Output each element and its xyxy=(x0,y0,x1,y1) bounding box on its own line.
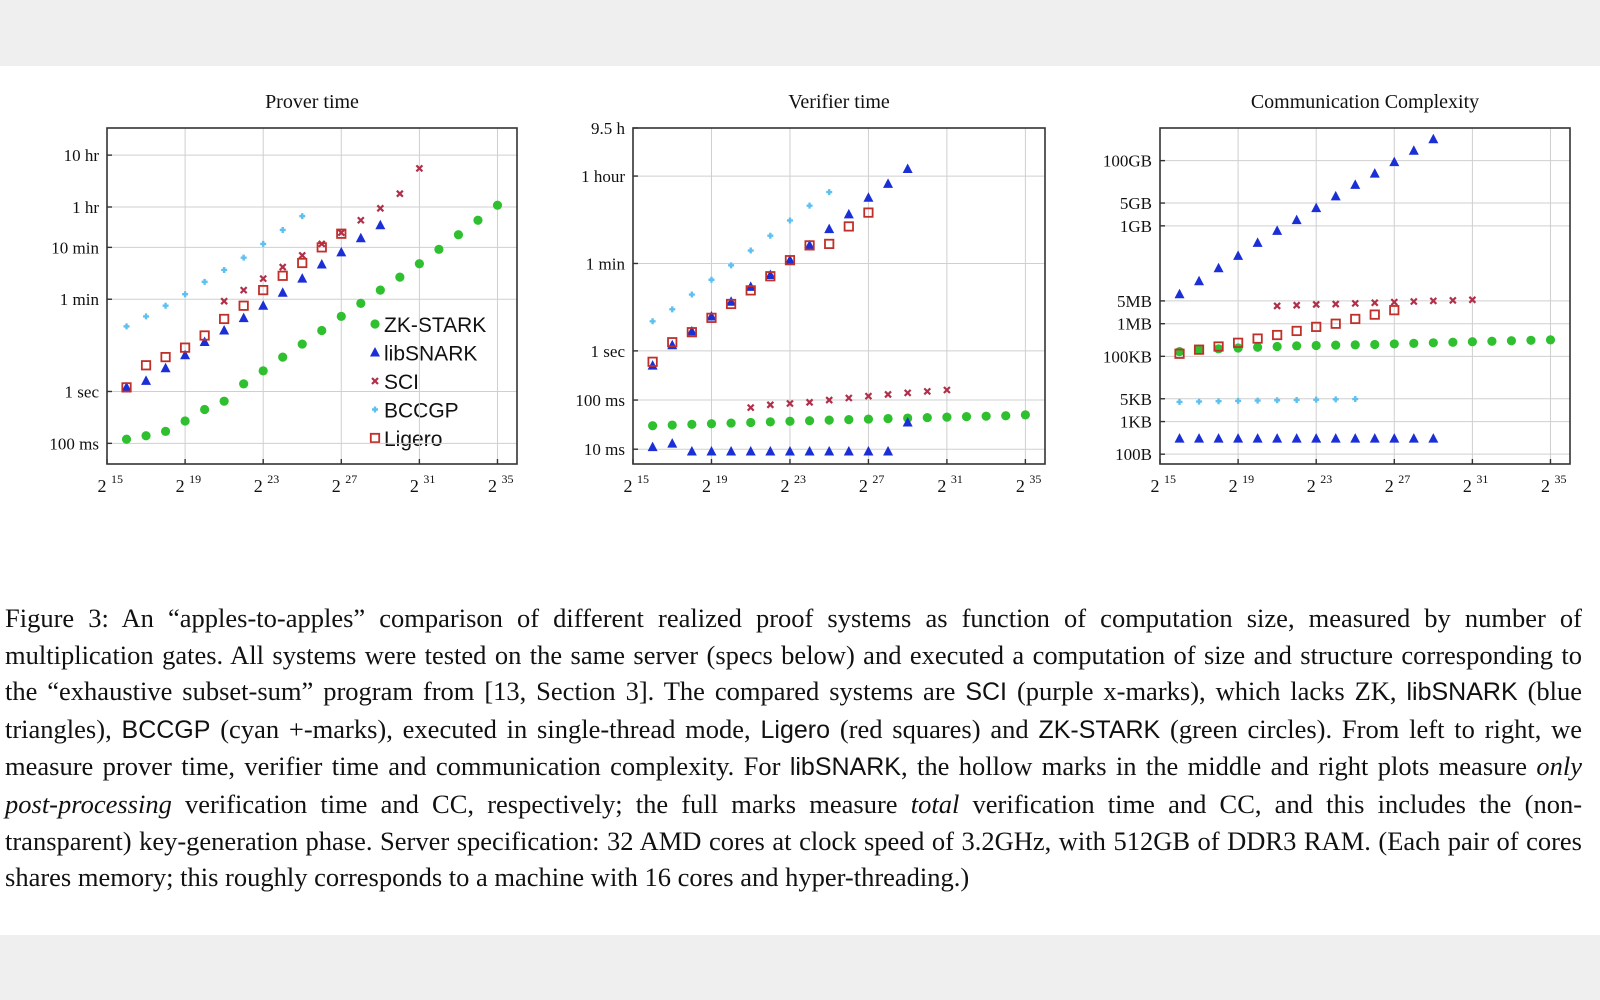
legend-zkstark-label: ZK-STARK xyxy=(384,314,487,337)
communication-x-tick-label: 2 xyxy=(1150,476,1160,496)
caption-italic-2: total xyxy=(910,788,960,819)
communication-zkstark-point xyxy=(1390,339,1399,348)
prover-zkstark-point xyxy=(161,427,170,436)
prover-libsnark-point xyxy=(219,325,229,335)
verifier-x-tick-label: 2 xyxy=(780,476,790,496)
verifier-x-tick-exponent: 35 xyxy=(1029,472,1042,486)
communication-zkstark-point xyxy=(1253,343,1262,352)
verifier-libsnark-point xyxy=(706,446,716,456)
prover-sci-point xyxy=(377,205,383,211)
prover-zkstark-point xyxy=(356,299,365,308)
prover-sci-point xyxy=(358,217,364,223)
verifier-series-ligero xyxy=(648,208,872,366)
prover-zkstark-point xyxy=(278,353,287,362)
verifier-zkstark-point xyxy=(962,412,971,421)
prover-ligero-point xyxy=(239,302,247,310)
verifier-bccgp-point xyxy=(807,203,813,209)
prover-zkstark-point xyxy=(493,201,502,210)
verifier-zkstark-point xyxy=(726,418,735,427)
verifier-zkstark-point xyxy=(1021,410,1030,419)
communication-ligero-point xyxy=(1273,331,1281,339)
communication-y-tick-label: 1MB xyxy=(1117,314,1152,334)
verifier-x-tick-exponent: 31 xyxy=(950,472,963,486)
communication-bccgp-point xyxy=(1333,396,1339,402)
verifier-series-libsnark xyxy=(648,164,913,370)
verifier-zkstark-point xyxy=(864,414,873,423)
communication-libsnark-point xyxy=(1233,250,1243,260)
communication-chart xyxy=(1103,91,1570,496)
verifier-libsnark-point xyxy=(844,446,854,456)
communication-libsnark-point xyxy=(1214,263,1224,273)
prover-zkstark-point xyxy=(395,273,404,282)
verifier-y-tick-label: 100 ms xyxy=(575,391,625,411)
communication-libsnark-point xyxy=(1428,134,1438,144)
caption-text-5: (red squares) and xyxy=(839,713,1029,744)
communication-libsnark-point xyxy=(1409,145,1419,155)
communication-libsnark-point xyxy=(1175,289,1185,299)
prover-libsnark-point xyxy=(278,287,288,297)
communication-x-tick-exponent: 23 xyxy=(1320,472,1333,486)
communication-zkstark-point xyxy=(1370,340,1379,349)
verifier-sci-point xyxy=(924,388,930,394)
verifier-zkstark-point xyxy=(825,416,834,425)
prover-x-tick-exponent: 35 xyxy=(501,472,514,486)
communication-x-tick-label: 2 xyxy=(1540,476,1550,496)
prover-libsnark-point xyxy=(317,259,327,269)
prover-zkstark-point xyxy=(200,405,209,414)
communication-zkstark-point xyxy=(1409,339,1418,348)
verifier-libsnark-point xyxy=(805,446,815,456)
prover-y-tick-label: 1 min xyxy=(59,290,99,310)
prover-series-libsnark xyxy=(122,220,386,392)
communication-series-bccgp xyxy=(1177,396,1359,405)
prover-title: Prover time xyxy=(265,91,359,113)
prover-zkstark-point xyxy=(473,216,482,225)
verifier-zkstark-point xyxy=(923,413,932,422)
communication-x-tick-exponent: 15 xyxy=(1164,472,1176,486)
prover-libsnark-point xyxy=(336,247,346,256)
verifier-libsnark-point xyxy=(765,446,775,456)
prover-zkstark-point xyxy=(122,435,131,444)
prover-zkstark-point xyxy=(337,312,346,321)
prover-ligero-point xyxy=(161,353,169,361)
verifier-y-tick-label: 1 hour xyxy=(581,167,625,187)
caption-bccgp: BCCGP xyxy=(121,715,211,744)
prover-bccgp-point xyxy=(241,255,247,261)
verifier-ligero-point xyxy=(825,240,833,248)
prover-ligero-point xyxy=(298,259,306,267)
communication-y-tick-label: 100GB xyxy=(1102,151,1152,171)
prover-y-tick-label: 10 min xyxy=(51,238,99,258)
communication-zkstark-point xyxy=(1468,337,1477,346)
prover-ligero-point xyxy=(220,315,228,323)
caption-figure-label: Figure 3: xyxy=(5,603,109,633)
communication-sci-point xyxy=(1274,303,1280,309)
prover-x-tick-exponent: 19 xyxy=(189,472,202,486)
prover-x-tick-exponent: 15 xyxy=(111,472,123,486)
communication-libsnark-point xyxy=(1331,433,1341,443)
communication-zkstark-point xyxy=(1526,336,1535,345)
prover-libsnark-point xyxy=(161,363,171,373)
prover-series-sci xyxy=(221,165,422,304)
verifier-x-tick-exponent: 19 xyxy=(715,472,728,486)
communication-bccgp-point xyxy=(1313,397,1319,403)
prover-bccgp-point xyxy=(202,279,208,285)
communication-zkstark-point xyxy=(1273,342,1282,351)
communication-libsnark-point xyxy=(1194,433,1204,443)
verifier-ligero-point xyxy=(845,222,853,230)
communication-zkstark-point xyxy=(1429,338,1438,347)
verifier-x-tick-label: 2 xyxy=(937,476,947,496)
communication-libsnark-point xyxy=(1253,433,1263,443)
prover-x-tick-label: 2 xyxy=(487,476,497,496)
verifier-title: Verifier time xyxy=(788,91,890,113)
verifier-zkstark-point xyxy=(942,412,951,421)
communication-plot-frame xyxy=(1160,128,1570,464)
verifier-sci-point xyxy=(748,405,754,411)
verifier-zkstark-point xyxy=(746,418,755,427)
prover-y-tick-label: 1 hr xyxy=(72,197,99,217)
verifier-zkstark-point xyxy=(668,420,677,429)
legend-libsnark-label: libSNARK xyxy=(384,342,478,366)
communication-zkstark-point xyxy=(1507,336,1516,345)
communication-ligero-point xyxy=(1351,315,1359,323)
communication-sci-point xyxy=(1450,297,1456,303)
communication-libsnark-point xyxy=(1292,433,1302,443)
verifier-x-tick-label: 2 xyxy=(701,476,711,496)
communication-bccgp-point xyxy=(1274,397,1280,403)
prover-y-tick-label: 10 hr xyxy=(63,146,99,166)
verifier-libsnark-point xyxy=(726,446,736,456)
prover-x-tick-exponent: 31 xyxy=(423,472,436,486)
prover-libsnark-point xyxy=(297,273,307,283)
verifier-x-tick-label: 2 xyxy=(623,476,633,496)
communication-zkstark-point xyxy=(1331,341,1340,350)
prover-ligero-point xyxy=(279,272,287,280)
communication-libsnark-point xyxy=(1370,168,1380,178)
communication-sci-point xyxy=(1411,298,1417,304)
prover-x-tick-exponent: 27 xyxy=(345,472,358,486)
prover-bccgp-point xyxy=(221,267,227,273)
communication-libsnark-point xyxy=(1292,215,1302,225)
caption-text-7: , the hollow marks in the middle and right plots measure xyxy=(900,751,1527,782)
prover-ligero-point xyxy=(142,361,150,369)
prover-zkstark-point xyxy=(434,245,443,254)
communication-y-tick-label: 1KB xyxy=(1119,412,1152,432)
communication-libsnark-point xyxy=(1214,433,1224,443)
verifier-libsnark-point xyxy=(903,164,913,174)
communication-libsnark-point xyxy=(1331,191,1341,201)
prover-x-tick-label: 2 xyxy=(97,476,107,496)
communication-ligero-point xyxy=(1292,327,1300,335)
prover-zkstark-point xyxy=(141,431,150,440)
caption-libsnark-2: libSNARK xyxy=(789,753,901,782)
prover-sci-point xyxy=(397,191,403,197)
verifier-x-tick-label: 2 xyxy=(858,476,868,496)
prover-y-tick-label: 1 sec xyxy=(64,382,99,402)
verifier-sci-point xyxy=(885,391,891,397)
prover-libsnark-point xyxy=(375,220,385,230)
verifier-libsnark-point xyxy=(648,442,658,452)
prover-x-tick-label: 2 xyxy=(331,476,341,496)
verifier-zkstark-point xyxy=(687,420,696,429)
communication-x-tick-label: 2 xyxy=(1228,476,1238,496)
verifier-zkstark-point xyxy=(766,417,775,426)
communication-x-tick-exponent: 31 xyxy=(1476,472,1489,486)
prover-zkstark-point xyxy=(259,366,268,375)
prover-bccgp-point xyxy=(143,313,149,319)
communication-x-tick-exponent: 19 xyxy=(1242,472,1255,486)
communication-libsnark-point xyxy=(1272,433,1282,443)
verifier-series-sci xyxy=(748,387,950,411)
verifier-libsnark-point xyxy=(824,446,834,456)
verifier-libsnark-point xyxy=(863,446,873,456)
verifier-x-tick-label: 2 xyxy=(1015,476,1025,496)
caption-text-4: (cyan +-marks), executed in single-thread mode, xyxy=(220,713,751,744)
verifier-series-bccgp xyxy=(650,189,833,324)
caption-italic-1: only post-processing xyxy=(5,751,1582,819)
caption-text-1: An “apples-to-apples” comparison of different realized proof systems as function of computation size, measured by number of multiplication gates. All systems were tested on the same server (specs below) and executed a computation of size and structure corresponding to the “exhaustive subset-sum” program from [13, Section 3]. The compared systems are xyxy=(5,603,1582,707)
communication-ligero-point xyxy=(1253,334,1261,342)
prover-libsnark-point xyxy=(258,300,268,310)
prover-bccgp-point xyxy=(182,291,188,297)
caption-sci: SCI xyxy=(965,678,1008,707)
legend-zkstark-marker xyxy=(370,319,379,328)
caption-text-3: (blue triangles), xyxy=(5,676,1583,744)
verifier-bccgp-point xyxy=(669,306,675,312)
prover-zkstark-point xyxy=(415,259,424,268)
prover-series-ligero xyxy=(122,230,345,392)
communication-libsnark-point xyxy=(1272,225,1282,235)
caption-text-6: (green circles). From left to right, we measure prover time, verifier time and communication complexity. For xyxy=(5,713,1583,782)
verifier-bccgp-point xyxy=(689,292,695,298)
communication-zkstark-point xyxy=(1351,340,1360,349)
verifier-zkstark-point xyxy=(883,414,892,423)
communication-libsnark-point xyxy=(1350,179,1360,189)
communication-bccgp-point xyxy=(1294,397,1300,403)
communication-title: Communication Complexity xyxy=(1250,91,1480,113)
legend-bccgp-marker xyxy=(372,407,378,413)
prover-x-tick-label: 2 xyxy=(253,476,263,496)
communication-series-sci xyxy=(1274,297,1475,309)
communication-ligero-point xyxy=(1371,310,1379,318)
verifier-bccgp-point xyxy=(650,318,656,324)
verifier-x-tick-exponent: 23 xyxy=(793,472,806,486)
legend xyxy=(370,314,486,451)
caption-text-8: verification time and CC, respectively; the full marks measure xyxy=(185,788,898,819)
verifier-libsnark-point xyxy=(687,446,697,456)
communication-sci-point xyxy=(1294,302,1300,308)
communication-zkstark-point xyxy=(1292,341,1301,350)
communication-bccgp-point xyxy=(1177,399,1183,405)
prover-zkstark-point xyxy=(220,397,229,406)
verifier-zkstark-point xyxy=(1001,411,1010,420)
communication-y-tick-label: 100KB xyxy=(1102,347,1152,367)
legend-sci-label: SCI xyxy=(384,371,420,394)
verifier-bccgp-point xyxy=(748,248,754,254)
verifier-sci-point xyxy=(905,390,911,396)
legend-bccgp-label: BCCGP xyxy=(384,399,459,423)
prover-sci-point xyxy=(299,252,305,258)
communication-series-libsnark xyxy=(1175,433,1439,443)
communication-zkstark-point xyxy=(1312,341,1321,350)
verifier-zkstark-point xyxy=(982,412,991,421)
prover-libsnark-point xyxy=(356,233,366,243)
communication-libsnark-point xyxy=(1389,157,1399,167)
communication-libsnark-point xyxy=(1350,433,1360,443)
verifier-sci-point xyxy=(767,402,773,408)
communication-x-tick-exponent: 35 xyxy=(1554,472,1567,486)
communication-y-tick-label: 5KB xyxy=(1119,389,1152,409)
verifier-x-tick-exponent: 15 xyxy=(637,472,649,486)
verifier-y-tick-label: 1 min xyxy=(585,254,625,274)
legend-sci-marker xyxy=(372,378,378,384)
verifier-zkstark-point xyxy=(648,421,657,430)
communication-y-tick-label: 5GB xyxy=(1119,194,1152,214)
verifier-series-zkstark xyxy=(648,410,1030,430)
verifier-libsnark-point xyxy=(785,446,795,456)
communication-libsnark-point xyxy=(1194,276,1204,286)
verifier-libsnark-point xyxy=(667,438,677,448)
prover-y-tick-label: 100 ms xyxy=(49,434,99,454)
communication-x-tick-label: 2 xyxy=(1306,476,1316,496)
communication-x-tick-exponent: 27 xyxy=(1398,472,1411,486)
caption-ligero: Ligero xyxy=(760,715,830,744)
prover-sci-point xyxy=(280,264,286,270)
communication-zkstark-point xyxy=(1546,335,1555,344)
communication-zkstark-point xyxy=(1448,338,1457,347)
legend-libsnark-marker xyxy=(370,347,380,357)
verifier-bccgp-point xyxy=(767,233,773,239)
communication-y-tick-label: 1GB xyxy=(1119,216,1152,236)
prover-chart xyxy=(49,91,517,496)
paper-page xyxy=(0,66,1600,935)
communication-libsnark-point xyxy=(1233,433,1243,443)
communication-libsnark-point xyxy=(1389,433,1399,443)
verifier-libsnark-point xyxy=(844,209,854,219)
communication-libsnark-point xyxy=(1253,237,1263,247)
verifier-bccgp-point xyxy=(826,189,832,195)
communication-x-tick-label: 2 xyxy=(1384,476,1394,496)
verifier-y-tick-label: 9.5 h xyxy=(591,119,625,138)
communication-zkstark-point xyxy=(1194,345,1203,354)
prover-bccgp-point xyxy=(280,227,286,233)
communication-libsnark-point xyxy=(1311,433,1321,443)
prover-zkstark-point xyxy=(239,379,248,388)
verifier-zkstark-point xyxy=(805,416,814,425)
communication-zkstark-point xyxy=(1487,337,1496,346)
prover-x-tick-exponent: 23 xyxy=(267,472,280,486)
caption-zkstark: ZK-STARK xyxy=(1038,715,1161,744)
figure-caption xyxy=(5,600,1582,896)
prover-bccgp-point xyxy=(299,213,305,219)
communication-sci-point xyxy=(1333,301,1339,307)
prover-zkstark-point xyxy=(317,326,326,335)
prover-sci-point xyxy=(241,287,247,293)
prover-x-tick-label: 2 xyxy=(175,476,185,496)
prover-zkstark-point xyxy=(454,230,463,239)
prover-x-tick-label: 2 xyxy=(409,476,419,496)
communication-zkstark-point xyxy=(1233,343,1242,352)
verifier-zkstark-point xyxy=(844,415,853,424)
communication-y-tick-label: 5MB xyxy=(1117,291,1152,311)
verifier-zkstark-point xyxy=(707,419,716,428)
verifier-bccgp-point xyxy=(708,277,714,283)
communication-libsnark-point xyxy=(1428,433,1438,443)
prover-zkstark-point xyxy=(298,339,307,348)
legend-ligero-label: Ligero xyxy=(384,428,443,451)
caption-text-9: verification time and CC, and this includes the (non-transparent) key-generation phase. Server specification: 32 AMD cores at clock speed of 3.2GHz, with 512GB of DDR3 RAM. (Each pair of cores shares memory; this roughly corresponds to a machine with 16 cores and hyper-threading.) xyxy=(5,788,1583,893)
communication-bccgp-point xyxy=(1196,399,1202,405)
communication-libsnark-point xyxy=(1409,433,1419,443)
verifier-chart xyxy=(575,91,1045,496)
verifier-x-tick-exponent: 27 xyxy=(872,472,885,486)
communication-bccgp-point xyxy=(1352,396,1358,402)
prover-libsnark-point xyxy=(239,313,249,323)
prover-bccgp-point xyxy=(124,323,130,329)
prover-bccgp-point xyxy=(163,303,169,309)
verifier-libsnark-point xyxy=(824,224,834,234)
prover-zkstark-point xyxy=(376,286,385,295)
communication-series-zkstark xyxy=(1175,335,1555,356)
legend-ligero-marker xyxy=(371,434,379,442)
verifier-libsnark-point xyxy=(883,178,893,188)
communication-series-ligero xyxy=(1175,306,1398,358)
prover-zkstark-point xyxy=(180,416,189,425)
communication-series-libsnark xyxy=(1175,134,1439,298)
communication-libsnark-point xyxy=(1370,433,1380,443)
caption-text-2: (purple x-marks), which lacks ZK, xyxy=(1016,676,1397,707)
verifier-y-tick-label: 10 ms xyxy=(583,440,625,460)
verifier-libsnark-point xyxy=(883,446,893,456)
verifier-zkstark-point xyxy=(785,417,794,426)
verifier-y-tick-label: 1 sec xyxy=(590,341,625,361)
caption-libsnark: libSNARK xyxy=(1406,678,1518,707)
prover-libsnark-point xyxy=(141,375,151,385)
communication-zkstark-point xyxy=(1175,347,1184,356)
verifier-bccgp-point xyxy=(787,217,793,223)
communication-libsnark-point xyxy=(1311,203,1321,213)
prover-bccgp-point xyxy=(260,241,266,247)
communication-y-tick-label: 100B xyxy=(1115,445,1152,465)
verifier-libsnark-point xyxy=(746,446,756,456)
communication-zkstark-point xyxy=(1214,344,1223,353)
communication-libsnark-point xyxy=(1175,433,1185,443)
verifier-libsnark-point xyxy=(863,192,873,202)
communication-x-tick-label: 2 xyxy=(1462,476,1472,496)
